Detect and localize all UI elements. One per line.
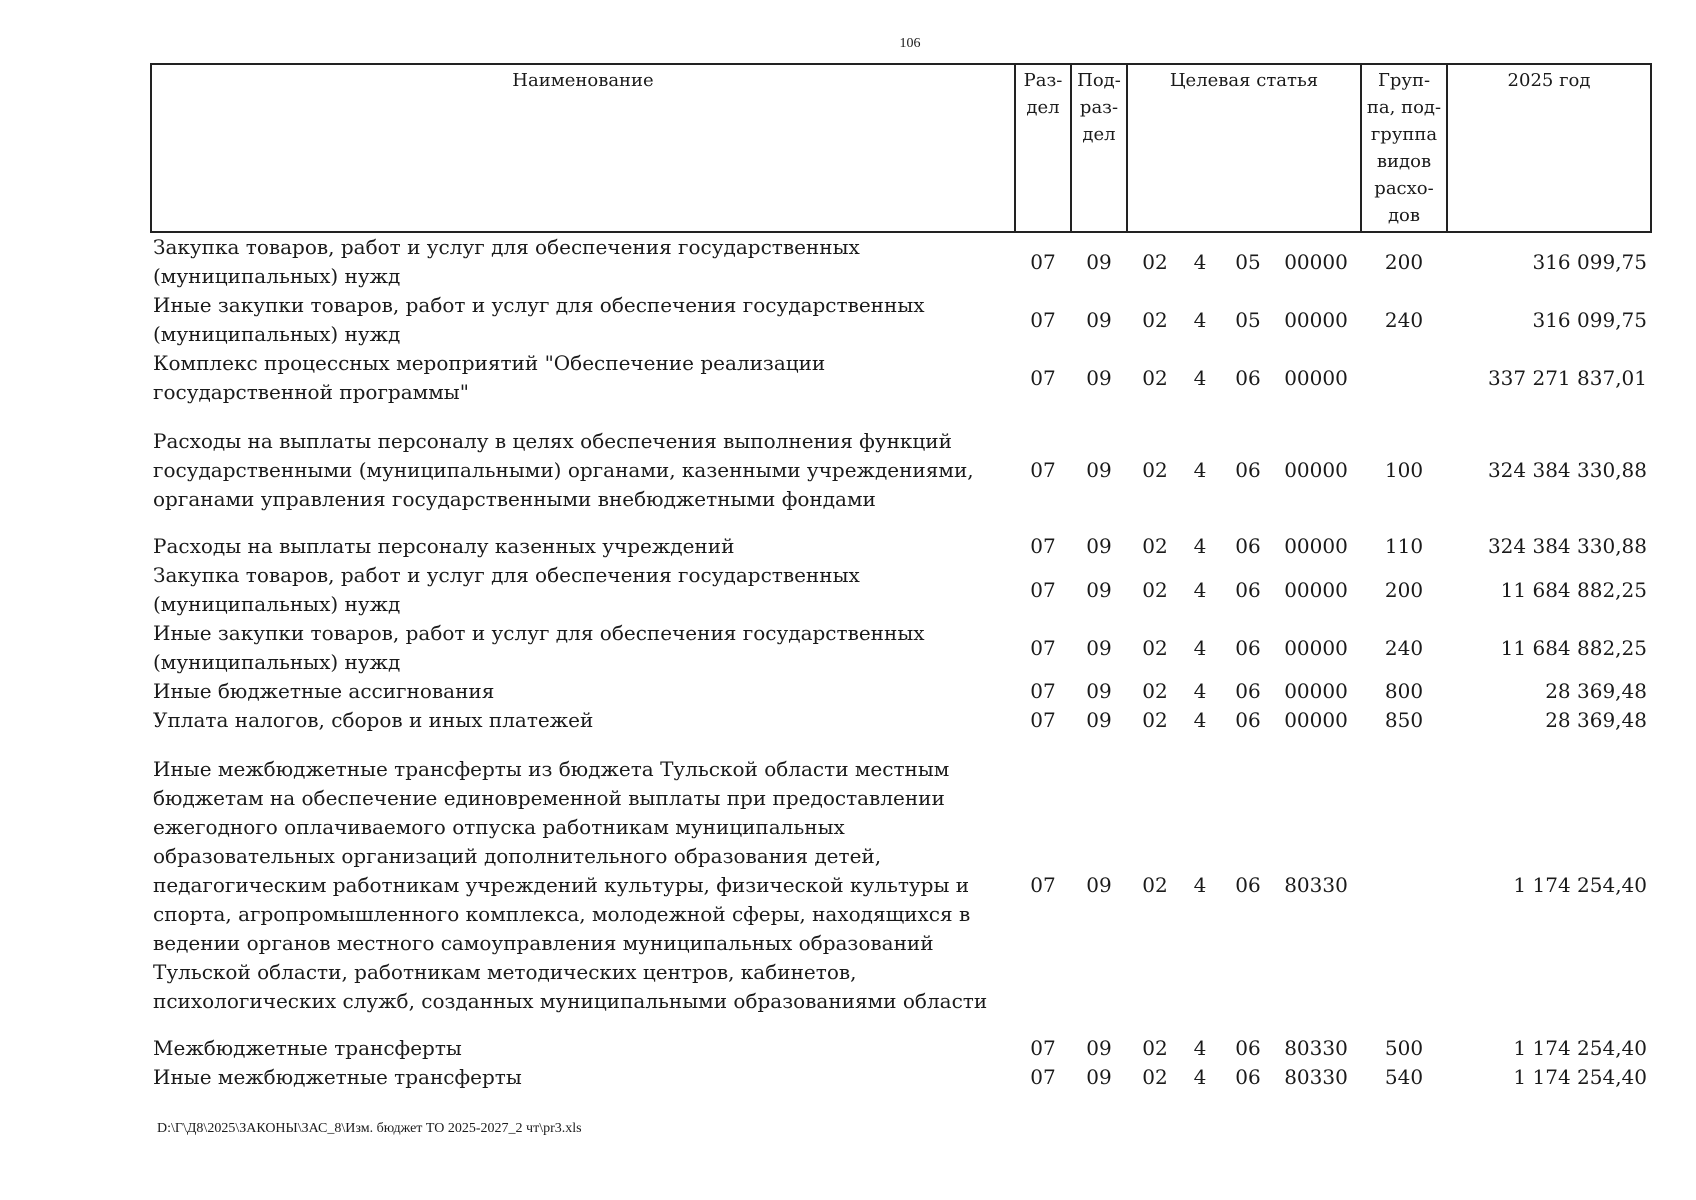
- row-celevaya-cs1: 02: [1142, 873, 1168, 897]
- row-celevaya-cs3: 06: [1235, 534, 1261, 558]
- row-podrazdel: 09: [1086, 458, 1112, 482]
- row-celevaya-cs2: 4: [1193, 365, 1207, 390]
- row-name: Иные межбюджетные трансферты из бюджета Тульской области местным бюджетам на обеспечение единовременной выплаты при предоставлении ежегодного оплачиваемого отпуска работникам муниципальных образовательных организаций дополнительного образования детей, педагогическим работникам учреждений культуры, физической культуры и спорта, агропромышленного комплекса, молодежной сферы, находящихся в ведении органов местного самоуправления муниципальных образований Тульской области, работникам методических центров, кабинетов, психологических служб, созданных муниципальными образованиями области: [153, 757, 988, 1013]
- row-celevaya-statya: [1127, 677, 1361, 706]
- row-podrazdel: 09: [1086, 708, 1112, 732]
- row-razdel: 07: [1030, 249, 1056, 274]
- row-group: [1361, 349, 1447, 407]
- row-group: 200: [1384, 249, 1424, 274]
- row-razdel: 07: [1030, 679, 1056, 703]
- row-celevaya-cs3: 06: [1235, 577, 1261, 602]
- row-amount: 316 099,75: [1532, 249, 1647, 274]
- row-celevaya-cs1: 02: [1142, 679, 1168, 703]
- row-podrazdel: 09: [1086, 1065, 1112, 1089]
- row-podrazdel: 09: [1086, 534, 1112, 558]
- table-row: [151, 619, 1651, 677]
- row-razdel: 07: [1030, 873, 1056, 897]
- row-celevaya-cs4: 00000: [1284, 708, 1348, 732]
- row-amount: 28 369,48: [1545, 708, 1647, 732]
- header-group: Груп- па, под- группа видов расхо- дов: [1361, 64, 1447, 232]
- row-celevaya-cs4: 00000: [1284, 577, 1348, 602]
- row-podrazdel: 09: [1086, 1036, 1112, 1060]
- row-amount: 11 684 882,25: [1500, 635, 1647, 660]
- row-celevaya-cs3: 06: [1235, 708, 1261, 732]
- row-celevaya-cs2: 4: [1193, 458, 1207, 482]
- row-amount: 324 384 330,88: [1487, 458, 1647, 482]
- table-row: [151, 407, 1651, 532]
- row-amount: 1 174 254,40: [1513, 1036, 1647, 1060]
- row-celevaya-cs1: 02: [1142, 1036, 1168, 1060]
- row-razdel: 07: [1030, 1065, 1056, 1089]
- row-celevaya-cs2: 4: [1193, 635, 1207, 660]
- row-razdel: 07: [1030, 458, 1056, 482]
- row-group: 540: [1384, 1065, 1424, 1089]
- table-row: [151, 1063, 1651, 1092]
- row-group: 800: [1384, 679, 1424, 703]
- budget-table-sheet: [150, 63, 1650, 1092]
- table-row: [151, 532, 1651, 561]
- row-celevaya-cs3: 06: [1235, 635, 1261, 660]
- row-name: Расходы на выплаты персоналу казенных учреждений: [153, 534, 735, 558]
- row-celevaya-cs3: 05: [1235, 307, 1261, 332]
- row-celevaya-cs1: 02: [1142, 365, 1168, 390]
- page-number: 106: [899, 36, 921, 51]
- row-group: 500: [1384, 1036, 1424, 1060]
- row-celevaya-cs2: 4: [1193, 249, 1207, 274]
- row-amount: 11 684 882,25: [1500, 577, 1647, 602]
- row-celevaya-cs2: 4: [1193, 873, 1207, 897]
- row-celevaya-cs3: 06: [1235, 679, 1261, 703]
- row-amount: 1 174 254,40: [1513, 1065, 1647, 1089]
- row-name: Уплата налогов, сборов и иных платежей: [153, 708, 594, 732]
- file-path-footer: D:\Г\Д8\2025\ЗАКОНЫ\ЗАС_8\Изм. бюджет ТО 2025-2027_2 чт\pr3.xls: [157, 1121, 582, 1136]
- row-celevaya-cs4: 00000: [1284, 307, 1348, 332]
- row-celevaya-cs4: 80330: [1284, 1036, 1348, 1060]
- row-podrazdel: 09: [1086, 365, 1112, 390]
- row-celevaya-cs4: 00000: [1284, 679, 1348, 703]
- row-celevaya-cs3: 06: [1235, 458, 1261, 482]
- row-podrazdel: 09: [1086, 249, 1112, 274]
- table-row: [151, 232, 1651, 291]
- row-celevaya-cs1: 02: [1142, 307, 1168, 332]
- row-group: 240: [1384, 307, 1424, 332]
- row-group: 100: [1384, 458, 1424, 482]
- row-name: Иные бюджетные ассигнования: [153, 679, 495, 703]
- row-name: Иные межбюджетные трансферты: [153, 1065, 522, 1089]
- row-celevaya-cs1: 02: [1142, 458, 1168, 482]
- row-celevaya-cs2: 4: [1193, 534, 1207, 558]
- row-celevaya-cs3: 05: [1235, 249, 1261, 274]
- row-celevaya-cs4: 80330: [1284, 1065, 1348, 1089]
- row-podrazdel: 09: [1086, 307, 1112, 332]
- row-celevaya-cs2: 4: [1193, 679, 1207, 703]
- row-group: 850: [1384, 708, 1424, 732]
- row-celevaya-statya: [1127, 735, 1361, 1034]
- row-celevaya-statya: [1127, 1034, 1361, 1063]
- row-celevaya-cs4: 00000: [1284, 249, 1348, 274]
- row-celevaya-cs3: 06: [1235, 365, 1261, 390]
- row-group: 240: [1384, 635, 1424, 660]
- row-name: Расходы на выплаты персоналу в целях обеспечения выполнения функций государственными (муниципальными) органами, казенными учреждениями, органами управления государственными внебюджетными фондами: [153, 429, 974, 511]
- row-celevaya-statya: [1127, 1063, 1361, 1092]
- row-name: Иные закупки товаров, работ и услуг для обеспечения государственных (муниципальных) нужд: [153, 621, 925, 674]
- row-celevaya-statya: [1127, 291, 1361, 349]
- row-celevaya-statya: [1127, 232, 1361, 291]
- header-name: Наименование: [151, 64, 1015, 232]
- row-celevaya-cs1: 02: [1142, 534, 1168, 558]
- row-celevaya-cs3: 06: [1235, 1036, 1261, 1060]
- row-celevaya-cs1: 02: [1142, 249, 1168, 274]
- row-celevaya-cs3: 06: [1235, 873, 1261, 897]
- row-celevaya-cs1: 02: [1142, 708, 1168, 732]
- table-row: [151, 1034, 1651, 1063]
- table-header-row: [151, 64, 1651, 232]
- row-group: 110: [1384, 534, 1424, 558]
- row-celevaya-cs1: 02: [1142, 1065, 1168, 1089]
- row-podrazdel: 09: [1086, 635, 1112, 660]
- row-razdel: 07: [1030, 577, 1056, 602]
- row-razdel: 07: [1030, 307, 1056, 332]
- row-celevaya-cs4: 00000: [1284, 635, 1348, 660]
- budget-table: [150, 63, 1652, 1092]
- row-celevaya-statya: [1127, 706, 1361, 735]
- row-celevaya-statya: [1127, 619, 1361, 677]
- table-row: [151, 677, 1651, 706]
- row-celevaya-statya: [1127, 532, 1361, 561]
- table-row: [151, 706, 1651, 735]
- row-celevaya-cs4: 00000: [1284, 365, 1348, 390]
- header-podrazdel: Под- раз- дел: [1071, 64, 1127, 232]
- row-razdel: 07: [1030, 365, 1056, 390]
- row-podrazdel: 09: [1086, 679, 1112, 703]
- table-row: [151, 349, 1651, 407]
- row-celevaya-statya: [1127, 561, 1361, 619]
- row-podrazdel: 09: [1086, 577, 1112, 602]
- row-amount: 316 099,75: [1532, 307, 1647, 332]
- row-name: Комплекс процессных мероприятий "Обеспечение реализации государственной программы": [153, 351, 826, 404]
- row-razdel: 07: [1030, 708, 1056, 732]
- row-celevaya-cs4: 00000: [1284, 534, 1348, 558]
- row-celevaya-cs4: 80330: [1284, 873, 1348, 897]
- row-amount: 337 271 837,01: [1487, 365, 1647, 390]
- row-celevaya-cs1: 02: [1142, 635, 1168, 660]
- row-celevaya-cs2: 4: [1193, 1065, 1207, 1089]
- row-name: Межбюджетные трансферты: [153, 1036, 462, 1060]
- row-celevaya-cs2: 4: [1193, 708, 1207, 732]
- row-razdel: 07: [1030, 534, 1056, 558]
- row-razdel: 07: [1030, 635, 1056, 660]
- row-celevaya-statya: [1127, 349, 1361, 407]
- row-amount: 324 384 330,88: [1487, 534, 1647, 558]
- table-row: [151, 735, 1651, 1034]
- row-amount: 28 369,48: [1545, 679, 1647, 703]
- row-name: Закупка товаров, работ и услуг для обеспечения государственных (муниципальных) нужд: [153, 235, 860, 288]
- row-celevaya-cs2: 4: [1193, 1036, 1207, 1060]
- row-group: [1361, 735, 1447, 1034]
- table-row: [151, 291, 1651, 349]
- header-year: 2025 год: [1447, 64, 1651, 232]
- row-celevaya-cs3: 06: [1235, 1065, 1261, 1089]
- row-razdel: 07: [1030, 1036, 1056, 1060]
- row-celevaya-cs2: 4: [1193, 307, 1207, 332]
- row-podrazdel: 09: [1086, 873, 1112, 897]
- row-celevaya-cs4: 00000: [1284, 458, 1348, 482]
- row-amount: 1 174 254,40: [1513, 873, 1647, 897]
- row-group: 200: [1384, 577, 1424, 602]
- row-name: Иные закупки товаров, работ и услуг для обеспечения государственных (муниципальных) нужд: [153, 293, 925, 346]
- row-celevaya-cs2: 4: [1193, 577, 1207, 602]
- row-celevaya-cs1: 02: [1142, 577, 1168, 602]
- header-celevaya-statya: Целевая статья: [1127, 64, 1361, 232]
- header-razdel: Раз- дел: [1015, 64, 1071, 232]
- table-row: [151, 561, 1651, 619]
- row-celevaya-statya: [1127, 407, 1361, 532]
- row-name: Закупка товаров, работ и услуг для обеспечения государственных (муниципальных) нужд: [153, 563, 860, 616]
